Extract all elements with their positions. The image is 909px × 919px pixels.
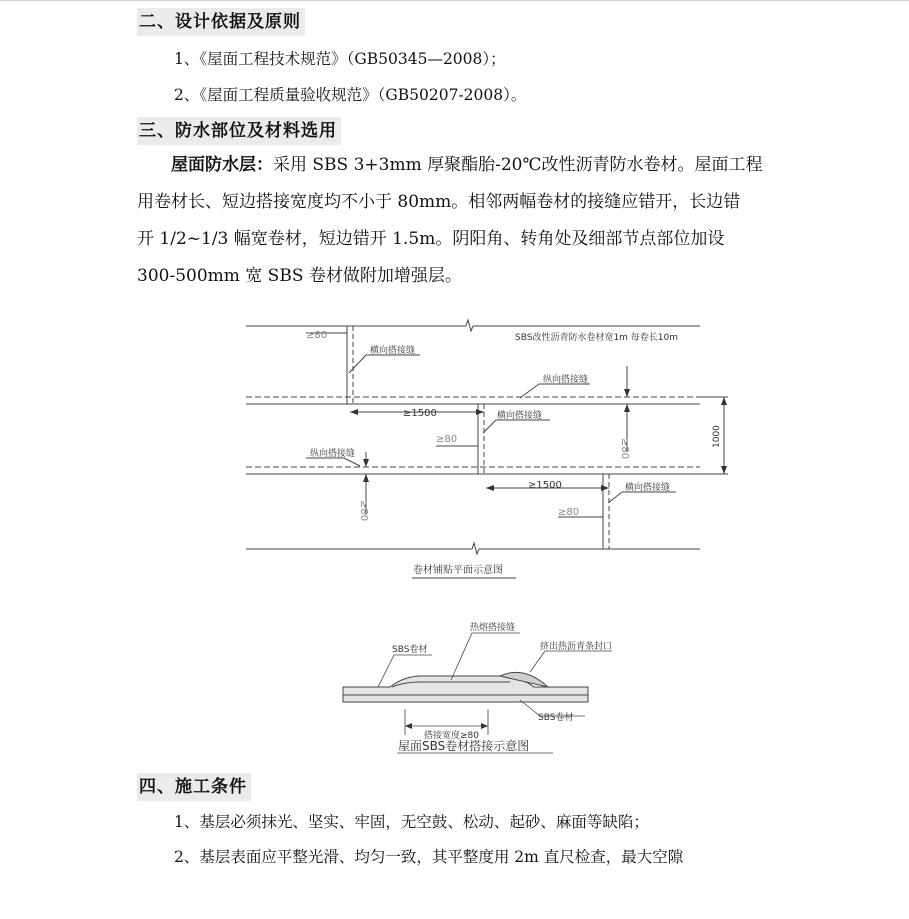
label-sbs-roll-right: SBS卷材	[538, 713, 574, 723]
dim-1500-b: ≥1500	[528, 480, 562, 491]
section-2-heading: 二、设计依据及原则	[137, 8, 305, 36]
dim-80-a: ≥80	[306, 330, 328, 341]
label-transverse-3: 横向搭接缝	[625, 483, 671, 493]
page-top-rule	[0, 0, 909, 1]
section-2-item-2: 2、《屋面工程质量验收规范》（GB50207-2008）。	[174, 86, 527, 104]
section-3-paragraph	[137, 147, 777, 295]
paragraph-line-3: 开 1/2~1/3 幅宽卷材，短边错开 1.5m。阴阳角、转角处及细部节点部位加设	[137, 229, 725, 249]
dim-80-c: ≥80	[558, 507, 580, 518]
paragraph-line-1: 屋面防水层：采用 SBS 3+3mm 厚聚酯胎-20℃改性沥青防水卷材。屋面工程	[171, 155, 763, 175]
section-4-item-1: 1、基层必须抹光、坚实、牢固，无空鼓、松动、起砂、麻面等缺陷；	[174, 813, 649, 831]
dim-1000: 1000	[712, 425, 722, 448]
paragraph-line-4: 300-500mm 宽 SBS 卷材做附加增强层。	[137, 266, 462, 286]
dim-80-vertical-b: ≥80	[358, 500, 369, 522]
label-longitudinal-2: 纵向搭接缝	[310, 449, 356, 459]
dim-80-vertical-a: ≥80	[619, 438, 630, 460]
section-2-item-1: 1、《屋面工程技术规范》（GB50345—2008）；	[174, 50, 506, 68]
paragraph-line-2: 用卷材长、短边搭接宽度均不小于 80mm。相邻两幅卷材的接缝应错开，长边错	[137, 192, 741, 212]
section-4-item-2: 2、基层表面应平整光滑、均匀一致，其平整度用 2m 直尺检查，最大空隙	[174, 848, 684, 866]
paragraph-lead: 屋面防水层：	[171, 155, 273, 175]
diagram1-caption: 卷材铺贴平面示意图	[413, 565, 503, 576]
section-3-heading: 三、防水部位及材料选用	[137, 117, 341, 145]
label-lap-width: 搭接宽度≥80	[424, 731, 479, 741]
dim-1500-a: ≥1500	[403, 408, 437, 419]
note-roll-spec: SBS改性沥青防水卷材宽1m 每卷长10m	[515, 333, 679, 343]
diagram2-caption: 屋面SBS卷材搭接示意图	[398, 739, 530, 753]
label-hot-melt-seam: 热熔搭接缝	[470, 623, 516, 633]
section-4-heading: 四、施工条件	[137, 773, 251, 801]
dim-80-b: ≥80	[436, 434, 458, 445]
roll-layout-plan-diagram	[240, 315, 740, 580]
label-longitudinal-1: 纵向搭接缝	[543, 375, 589, 385]
label-sbs-roll-left: SBS卷材	[392, 645, 428, 655]
label-transverse-2: 横向搭接缝	[497, 411, 543, 421]
label-asphalt-seal: 挤出热沥青条封口	[540, 642, 613, 652]
label-transverse-1: 横向搭接缝	[370, 346, 416, 356]
lap-joint-section-diagram	[335, 615, 620, 760]
